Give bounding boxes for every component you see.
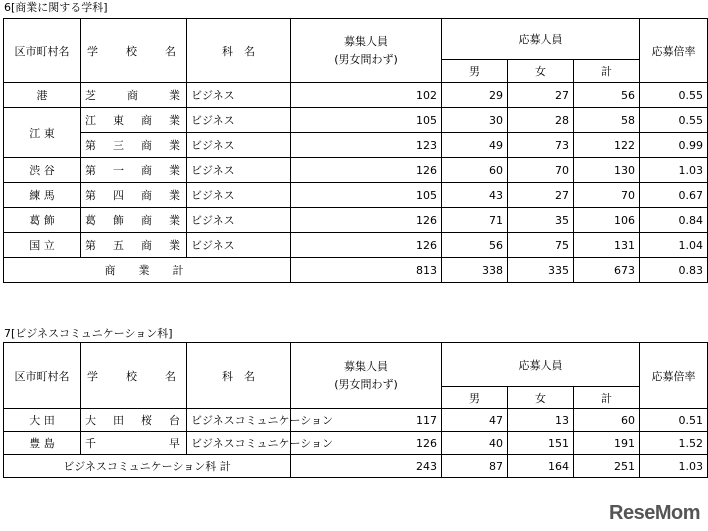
kamoku-cell: ビジネス	[187, 83, 291, 108]
school-cell	[81, 432, 187, 455]
header-district: 区市町村名	[4, 343, 81, 409]
header-district: 区市町村名	[4, 19, 81, 83]
school-cell	[81, 133, 187, 158]
quota-cell: 105	[291, 183, 442, 208]
district-cell: 港	[4, 83, 81, 108]
male-cell: 29	[442, 83, 508, 108]
quota-cell: 117	[291, 409, 442, 432]
table-row	[4, 432, 708, 455]
male-cell: 47	[442, 409, 508, 432]
district-cell: 国 立	[4, 233, 81, 258]
total-cell: 130	[574, 158, 640, 183]
male-cell: 43	[442, 183, 508, 208]
school-name-char: 東	[113, 114, 124, 127]
section-title-commerce: 6[商業に関する学科]	[4, 1, 108, 14]
male-cell: 71	[442, 208, 508, 233]
quota-cell: 123	[291, 133, 442, 158]
school-name-char: 第	[85, 139, 96, 152]
male-cell: 40	[442, 432, 508, 455]
header-applicants: 応募人員	[442, 19, 640, 60]
school-name-char: 商	[127, 89, 138, 102]
ratio-cell: 0.55	[640, 83, 708, 108]
header-ratio: 応募倍率	[640, 19, 708, 83]
kamoku-cell: ビジネスコミュニケーション	[187, 432, 291, 455]
total-cell: 60	[574, 409, 640, 432]
school-name-char: 江	[85, 114, 96, 127]
quota-cell: 126	[291, 432, 442, 455]
header-quota-line2: (男女問わず)	[334, 377, 398, 391]
male-cell: 49	[442, 133, 508, 158]
header-total: 計	[574, 60, 640, 83]
total-row	[4, 258, 708, 283]
school-name-char: 商	[141, 214, 152, 227]
total-quota-cell: 813	[291, 258, 442, 283]
header-ratio: 応募倍率	[640, 343, 708, 409]
ratio-cell: 0.84	[640, 208, 708, 233]
total-male-cell: 87	[442, 455, 508, 478]
school-name-char: 業	[169, 239, 180, 252]
logo-text: ReseMom	[609, 502, 700, 524]
total-cell: 70	[574, 183, 640, 208]
ratio-cell: 1.03	[640, 158, 708, 183]
header-school-char: 学	[87, 44, 98, 58]
female-cell: 27	[508, 83, 574, 108]
header-female: 女	[508, 60, 574, 83]
school-name-char: 桜	[141, 414, 152, 427]
total-cell: 122	[574, 133, 640, 158]
quota-cell: 126	[291, 208, 442, 233]
school-cell	[81, 83, 187, 108]
table-row	[4, 208, 708, 233]
header-quota-line1: 募集人員	[344, 359, 388, 373]
school-name-char: 第	[85, 164, 96, 177]
male-cell: 56	[442, 233, 508, 258]
school-name-char: 三	[113, 139, 124, 152]
school-name-char: 業	[169, 114, 180, 127]
school-name-char: 商	[141, 189, 152, 202]
total-ratio-cell: 1.03	[640, 455, 708, 478]
male-cell: 60	[442, 158, 508, 183]
ratio-cell: 1.52	[640, 432, 708, 455]
total-total-cell: 673	[574, 258, 640, 283]
school-name-char: 業	[169, 89, 180, 102]
header-school-char: 校	[126, 44, 137, 58]
school-name-char: 業	[169, 164, 180, 177]
school-name-char: 業	[169, 139, 180, 152]
school-cell	[81, 233, 187, 258]
resemom-logo	[609, 502, 700, 525]
header-quota	[291, 343, 442, 409]
ratio-cell: 1.04	[640, 233, 708, 258]
total-ratio-cell: 0.83	[640, 258, 708, 283]
quota-cell: 105	[291, 108, 442, 133]
business-communication-table-body	[4, 409, 708, 478]
school-name-char: 飾	[113, 214, 124, 227]
total-cell: 191	[574, 432, 640, 455]
header-total: 計	[574, 387, 640, 409]
school-name-char: 商	[141, 239, 152, 252]
total-female-cell: 164	[508, 455, 574, 478]
kamoku-cell: ビジネス	[187, 108, 291, 133]
school-name-char: 商	[141, 114, 152, 127]
school-name-char: 大	[85, 414, 96, 427]
header-school	[81, 19, 187, 83]
total-total-cell: 251	[574, 455, 640, 478]
table-row	[4, 133, 708, 158]
district-cell: 渋 谷	[4, 158, 81, 183]
school-name-char: 芝	[85, 89, 96, 102]
header-applicants: 応募人員	[442, 343, 640, 387]
school-name-char: 千	[85, 437, 96, 450]
district-cell: 大 田	[4, 409, 81, 432]
commerce-table	[3, 18, 708, 283]
total-label: ビジネスコミュニケーション科 計	[4, 455, 291, 478]
school-cell	[81, 183, 187, 208]
female-cell: 13	[508, 409, 574, 432]
school-name-char: 第	[85, 239, 96, 252]
table-row	[4, 108, 708, 133]
kamoku-cell: ビジネス	[187, 208, 291, 233]
school-name-char: 台	[169, 414, 180, 427]
school-name-char: 商	[141, 164, 152, 177]
school-name-char: 業	[169, 214, 180, 227]
total-row	[4, 455, 708, 478]
district-cell: 豊 島	[4, 432, 81, 455]
male-cell: 30	[442, 108, 508, 133]
district-cell: 葛 飾	[4, 208, 81, 233]
header-quota-line2: (男女問わず)	[334, 52, 398, 66]
ratio-cell: 0.51	[640, 409, 708, 432]
school-name-char: 四	[113, 189, 124, 202]
header-quota-line1: 募集人員	[344, 34, 388, 48]
total-cell: 106	[574, 208, 640, 233]
total-cell: 58	[574, 108, 640, 133]
district-cell: 練 馬	[4, 183, 81, 208]
female-cell: 75	[508, 233, 574, 258]
school-name-char: 業	[169, 189, 180, 202]
header-male: 男	[442, 60, 508, 83]
female-cell: 35	[508, 208, 574, 233]
ratio-cell: 0.67	[640, 183, 708, 208]
header-quota	[291, 19, 442, 83]
female-cell: 151	[508, 432, 574, 455]
total-male-cell: 338	[442, 258, 508, 283]
total-cell: 131	[574, 233, 640, 258]
header-female: 女	[508, 387, 574, 409]
school-cell	[81, 208, 187, 233]
total-female-cell: 335	[508, 258, 574, 283]
school-cell	[81, 158, 187, 183]
table-row	[4, 183, 708, 208]
kamoku-cell: ビジネス	[187, 158, 291, 183]
female-cell: 70	[508, 158, 574, 183]
quota-cell: 126	[291, 158, 442, 183]
kamoku-cell: ビジネス	[187, 183, 291, 208]
school-cell	[81, 108, 187, 133]
section-title-business-communication: 7[ビジネスコミュニケーション科]	[4, 327, 173, 340]
header-school-char: 名	[165, 44, 176, 58]
school-name-char: 一	[113, 164, 124, 177]
district-cell: 江 東	[4, 108, 81, 158]
table-row	[4, 233, 708, 258]
total-quota-cell: 243	[291, 455, 442, 478]
ratio-cell: 0.55	[640, 108, 708, 133]
school-name-char: 商	[141, 139, 152, 152]
female-cell: 28	[508, 108, 574, 133]
header-school-char: 名	[165, 369, 176, 383]
female-cell: 27	[508, 183, 574, 208]
kamoku-cell: ビジネス	[187, 233, 291, 258]
table-row	[4, 158, 708, 183]
school-cell	[81, 409, 187, 432]
school-name-char: 田	[113, 414, 124, 427]
header-school-char: 学	[87, 369, 98, 383]
school-name-char: 五	[113, 239, 124, 252]
ratio-cell: 0.99	[640, 133, 708, 158]
header-school	[81, 343, 187, 409]
kamoku-cell: ビジネス	[187, 133, 291, 158]
header-male: 男	[442, 387, 508, 409]
total-cell: 56	[574, 83, 640, 108]
school-name-char: 葛	[85, 214, 96, 227]
school-name-char: 第	[85, 189, 96, 202]
female-cell: 73	[508, 133, 574, 158]
table-row	[4, 83, 708, 108]
business-communication-table	[3, 342, 708, 478]
school-name-char: 早	[169, 437, 180, 450]
quota-cell: 126	[291, 233, 442, 258]
kamoku-cell: ビジネスコミュニケーション	[187, 409, 291, 432]
table-row	[4, 409, 708, 432]
total-label: 商 業 計	[4, 258, 291, 283]
header-kamoku: 科 名	[187, 343, 291, 409]
header-school-char: 校	[126, 369, 137, 383]
quota-cell: 102	[291, 83, 442, 108]
commerce-table-body	[4, 83, 708, 283]
header-kamoku: 科 名	[187, 19, 291, 83]
